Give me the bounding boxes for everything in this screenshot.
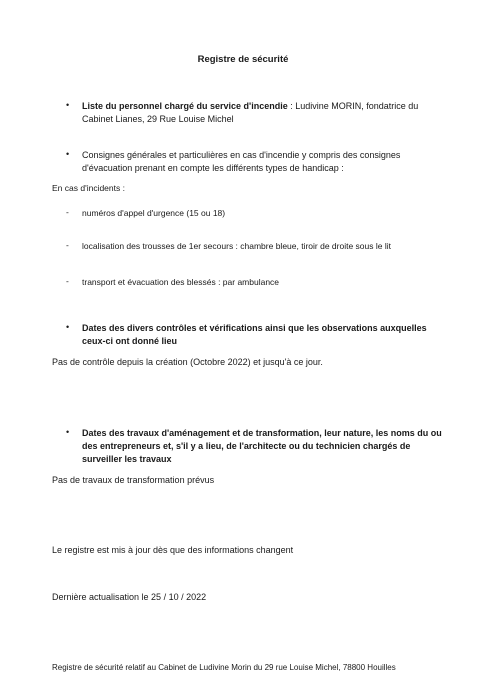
section-works xyxy=(82,427,442,466)
incident-item: numéros d'appel d'urgence (15 ou 18) xyxy=(82,208,226,218)
works-note: Pas de travaux de transformation prévus xyxy=(52,475,215,485)
dash-marker: - xyxy=(66,276,69,286)
section-controls xyxy=(82,322,432,348)
bullet-marker: • xyxy=(66,100,70,110)
bullet-marker: • xyxy=(66,322,70,332)
page-footer: Registre de sécurité relatif au Cabinet de Ludivine Morin du 29 rue Louise Michel, 78800 Houilles xyxy=(52,663,396,672)
dash-marker: - xyxy=(66,207,69,217)
last-update: Dernière actualisation le 25 / 10 / 2022 xyxy=(52,592,207,602)
incident-item: transport et évacuation des blessés : par ambulance xyxy=(82,277,280,287)
bullet-marker: • xyxy=(66,427,70,437)
section-instructions: Consignes générales et particulières en cas d'incendie y compris des consignes d'évacuation prenant en compte les différents types de handicap : xyxy=(82,150,401,173)
page-title: Registre de sécurité xyxy=(197,54,289,65)
incident-item: localisation des trousses de 1er secours : chambre bleue, tiroir de droite sous le lit xyxy=(82,241,391,251)
section-controls-heading: Dates des divers contrôles et vérifications ainsi que les observations auxquelles ceux-ci ont donné lieu xyxy=(82,323,427,346)
section-staff xyxy=(82,100,432,126)
dash-marker: - xyxy=(66,240,69,250)
incidents-label: En cas d'incidents : xyxy=(52,183,125,193)
section-works-heading: Dates des travaux d'aménagement et de transformation, leur nature, les noms du ou des entrepreneurs et, s'il y a lieu, de l'architecte ou du technicien chargés de surveiller les travaux xyxy=(82,428,442,464)
controls-note: Pas de contrôle depuis la création (Octobre 2022) et jusqu'à ce jour. xyxy=(52,357,323,367)
section-staff-text: : Ludivine MORIN, fondatrice du Cabinet Lianes, 29 Rue Louise Michel xyxy=(82,101,419,124)
bullet-marker: • xyxy=(66,149,70,159)
update-note: Le registre est mis à jour dès que des informations changent xyxy=(52,545,294,555)
section-staff-heading: Liste du personnel chargé du service d'incendie xyxy=(82,101,288,111)
